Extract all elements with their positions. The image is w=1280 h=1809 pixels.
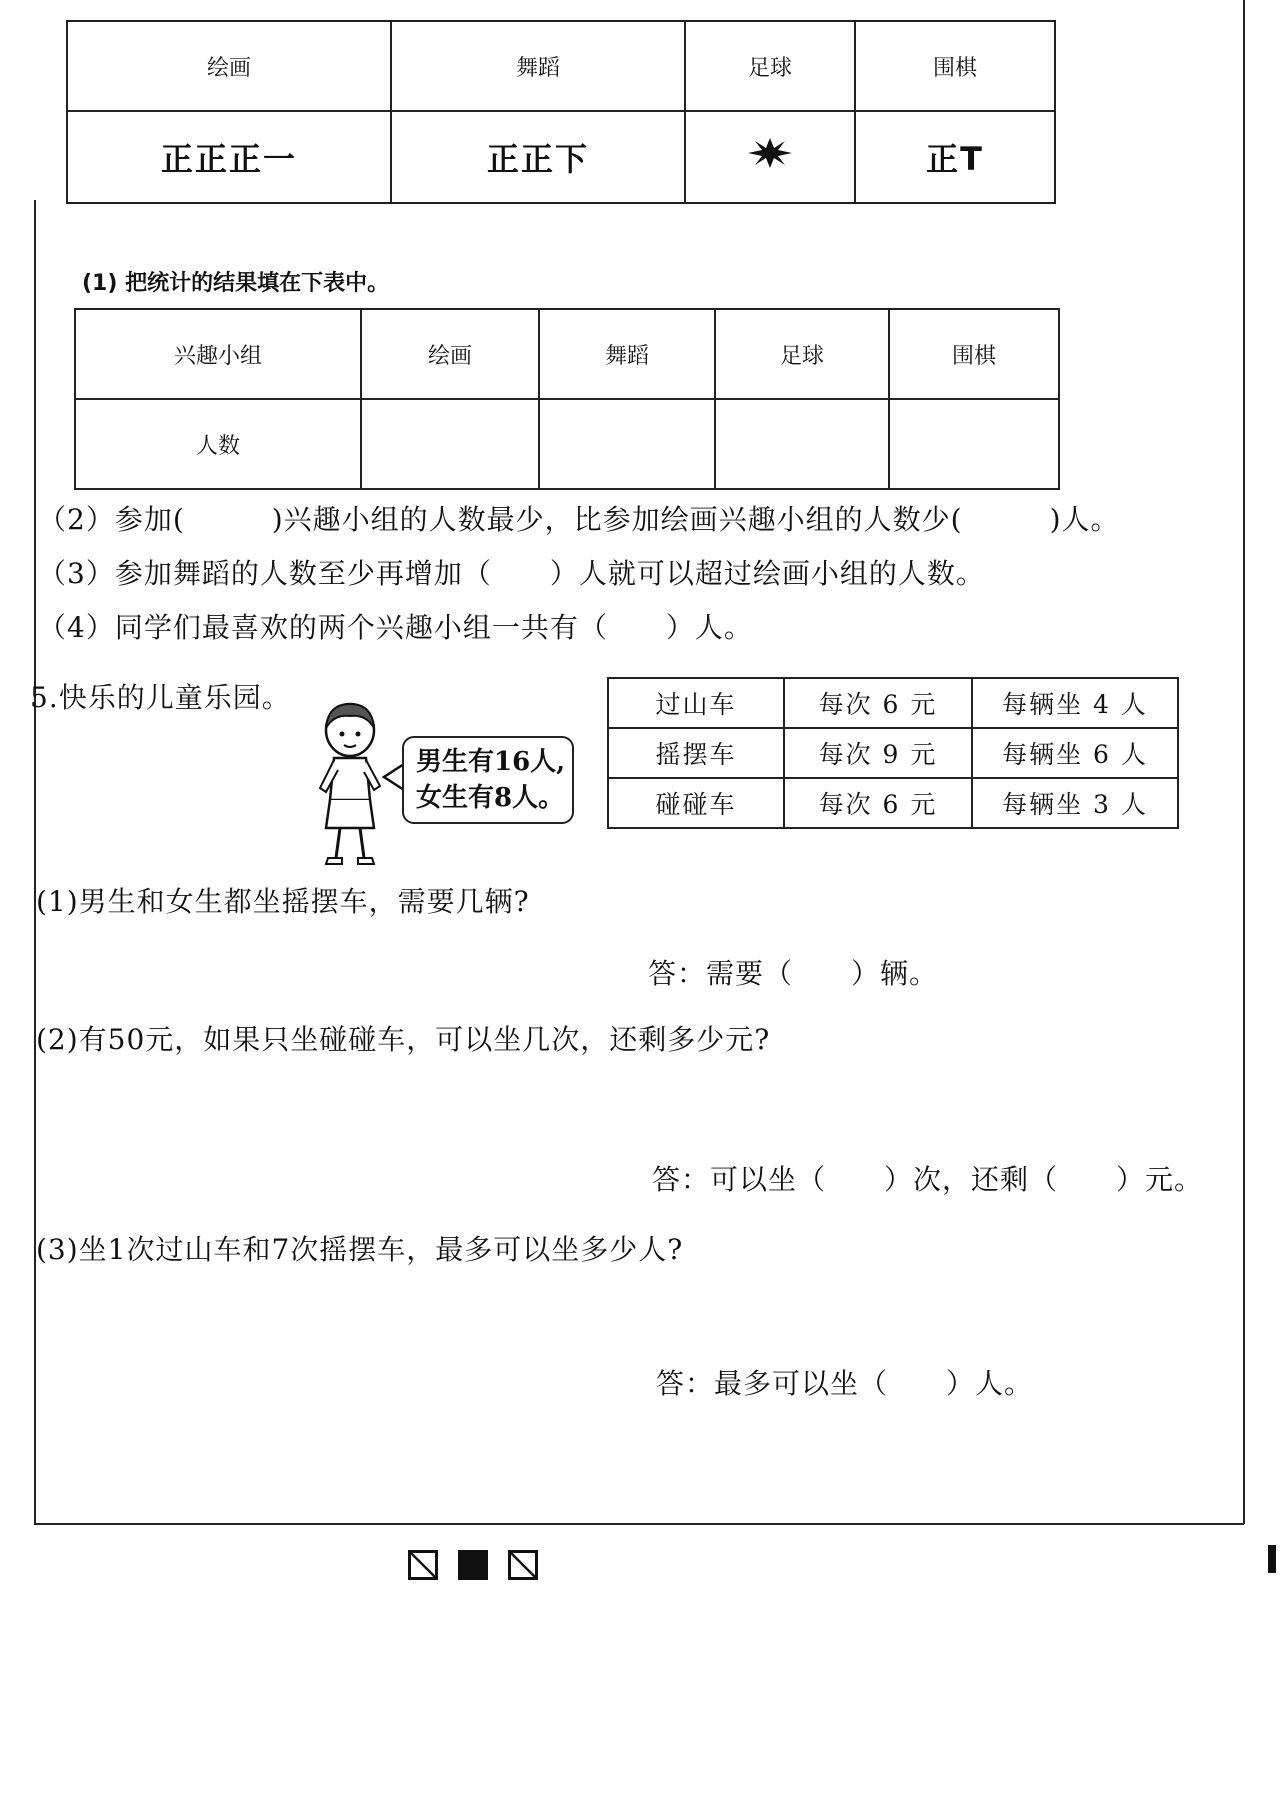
result-row-label: 人数 xyxy=(75,399,361,489)
section-5-question-1: (1)男生和女生都坐摇摆车，需要几辆? xyxy=(36,885,530,918)
tally-go: 正T xyxy=(855,111,1055,203)
speech-bubble xyxy=(402,736,574,824)
tally-header-painting: 绘画 xyxy=(67,21,391,111)
tally-header-go: 围棋 xyxy=(855,21,1055,111)
ride-price: 每次 9 元 xyxy=(784,728,972,778)
ride-capacity: 每辆坐 3 人 xyxy=(972,778,1178,828)
result-header-football: 足球 xyxy=(715,309,889,399)
question-1-instruction: (1) 把统计的结果填在下表中。 xyxy=(82,271,390,296)
girl-illustration xyxy=(310,700,390,868)
tally-dance: 正正下 xyxy=(391,111,685,203)
ride-price: 每次 6 元 xyxy=(784,678,972,728)
question-3: （3）参加舞蹈的人数至少再增加（ ）人就可以超过绘画小组的人数。 xyxy=(38,557,985,590)
ride-name: 摇摆车 xyxy=(608,728,784,778)
filled-square-icon xyxy=(458,1550,488,1580)
question-2: （2）参加( )兴趣小组的人数最少，比参加绘画兴趣小组的人数少( )人。 xyxy=(38,503,1120,536)
section-5-answer-1: 答：需要（ ）辆。 xyxy=(648,957,939,990)
page-frame-left xyxy=(34,200,36,1524)
result-header-dance: 舞蹈 xyxy=(539,309,715,399)
question-4: （4）同学们最喜欢的两个兴趣小组一共有（ ）人。 xyxy=(38,611,753,644)
result-cell-football[interactable] xyxy=(715,399,889,489)
section-5-question-3: (3)坐1次过山车和7次摇摆车，最多可以坐多少人? xyxy=(36,1233,684,1266)
section-5-title: 5.快乐的儿童乐园。 xyxy=(30,681,291,714)
result-header-painting: 绘画 xyxy=(361,309,539,399)
section-5-answer-3: 答：最多可以坐（ ）人。 xyxy=(656,1367,1034,1400)
speech-line-boys: 男生有16人, xyxy=(416,747,566,777)
section-5-question-2: (2)有50元，如果只坐碰碰车，可以坐几次，还剩多少元? xyxy=(36,1023,771,1056)
tally-header-dance: 舞蹈 xyxy=(391,21,685,111)
ride-price: 每次 6 元 xyxy=(784,778,972,828)
crossed-square-icon xyxy=(408,1550,438,1580)
section-5-answer-2: 答：可以坐（ ）次，还剩（ ）元。 xyxy=(652,1163,1204,1196)
ride-capacity: 每辆坐 4 人 xyxy=(972,678,1178,728)
result-cell-dance[interactable] xyxy=(539,399,715,489)
side-registration-bar xyxy=(1268,1545,1276,1573)
registration-marks xyxy=(408,1550,538,1580)
tally-header-football: 足球 xyxy=(685,21,855,111)
result-table xyxy=(74,308,1060,490)
result-cell-go[interactable] xyxy=(889,399,1059,489)
page-frame-right xyxy=(1243,0,1245,1524)
ride-capacity: 每辆坐 6 人 xyxy=(972,728,1178,778)
tally-painting: 正正正一 xyxy=(67,111,391,203)
result-header-go: 围棋 xyxy=(889,309,1059,399)
tally-table xyxy=(66,20,1056,204)
speech-line-girls: 女生有8人。 xyxy=(416,783,565,813)
page-frame-bottom xyxy=(34,1523,1244,1525)
tally-football xyxy=(685,111,855,203)
ride-name: 碰碰车 xyxy=(608,778,784,828)
result-cell-painting[interactable] xyxy=(361,399,539,489)
scribble-mark-icon xyxy=(747,137,793,169)
rides-table xyxy=(607,677,1179,829)
result-header-group: 兴趣小组 xyxy=(75,309,361,399)
crossed-square-icon xyxy=(508,1550,538,1580)
ride-name: 过山车 xyxy=(608,678,784,728)
